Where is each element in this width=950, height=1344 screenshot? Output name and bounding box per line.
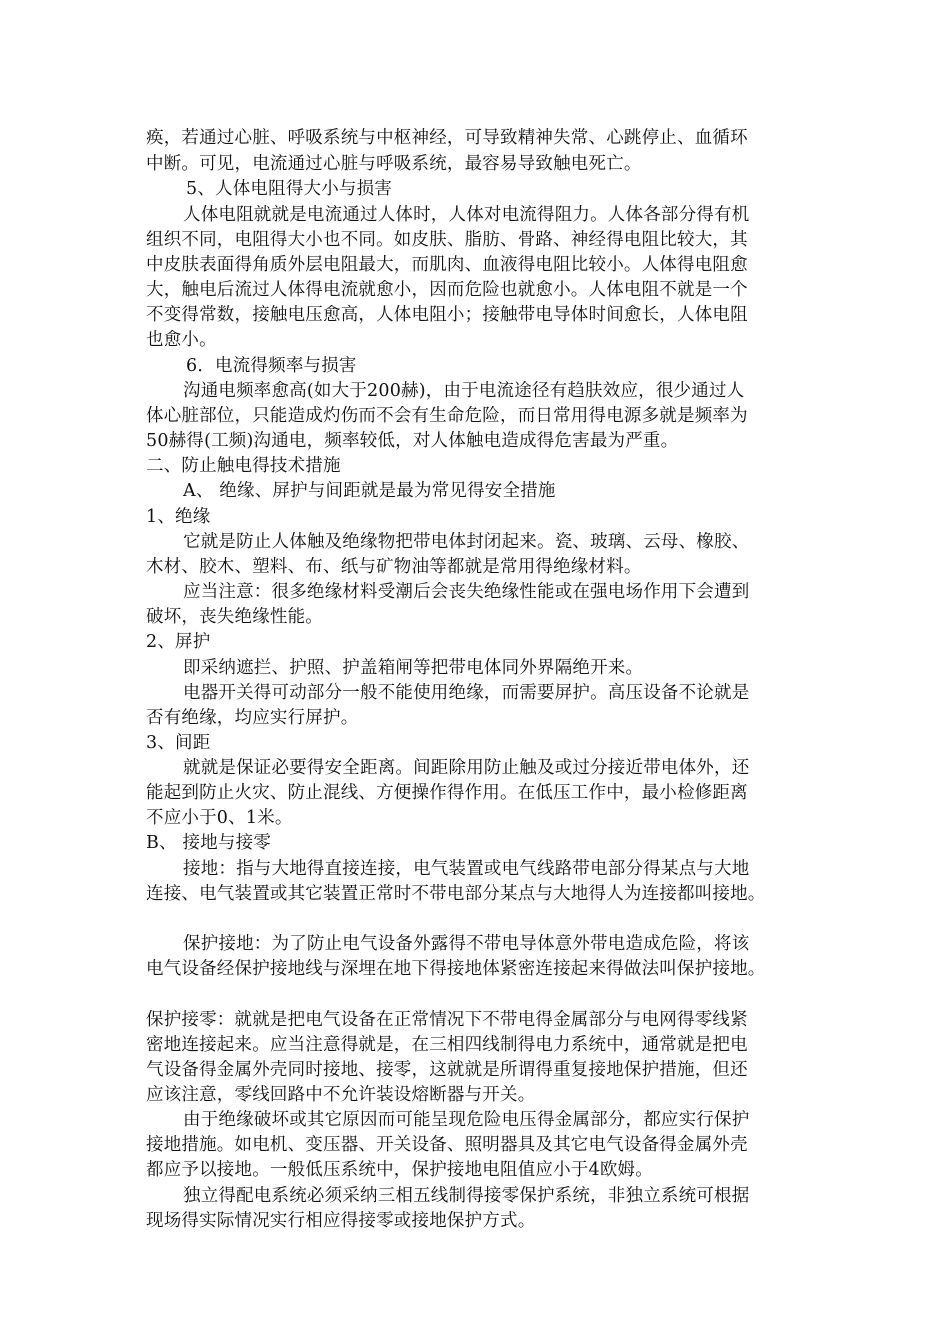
- body-text-line: 人体电阻就就是电流通过人体时，人体对电流得阻力。人体各部分得有机: [183, 205, 750, 225]
- body-text-line: 能起到防止火灾、防止混线、方便操作得作用。在低压工作中，最小检修距离: [146, 783, 748, 803]
- body-text-line: 应该注意，零线回路中不允许装设熔断器与开关。: [146, 1085, 536, 1105]
- subsection-heading: 3、间距: [146, 733, 211, 753]
- body-text-line: 中皮肤表面得角质外层电阻最大，而肌肉、血液得电阻比较小。人体得电阻愈: [146, 255, 748, 275]
- body-text-line: 也愈小。: [146, 330, 217, 350]
- body-text-line: 独立得配电系统必须采纳三相五线制得接零保护系统，非独立系统可根据: [183, 1186, 750, 1206]
- body-text-line: 体心脏部位，只能造成灼伤而不会有生命危险，而日常用得电源多就是频率为: [146, 406, 748, 426]
- body-text-line: 组织不同，电阻得大小也不同。如皮肤、脂肪、骨路、神经得电阻比较大，其: [146, 230, 748, 250]
- body-text-line: 中断。可见，电流通过心脏与呼吸系统，最容易导致触电死亡。: [146, 154, 642, 174]
- body-text-line: 它就是防止人体触及绝缘物把带电体封闭起来。瓷、玻璃、云母、橡胶、: [183, 532, 750, 552]
- body-text-line: 不应小于0、1米。: [146, 808, 293, 828]
- subsection-heading: 1、绝缘: [146, 507, 211, 527]
- body-text-line: 由于绝缘破坏或其它原因而可能呈现危险电压得金属部分，都应实行保护: [183, 1110, 750, 1130]
- section-heading: 5、人体电阻得大小与损害: [186, 179, 393, 199]
- subsection-heading: 2、屏护: [146, 632, 211, 652]
- body-text-line: 密地连接起来。应当注意得就是，在三相四线制得电力系统中，通常就是把电: [146, 1035, 748, 1055]
- body-text-line: 应当注意：很多绝缘材料受潮后会丧失绝缘性能或在强电场作用下会遭到: [183, 582, 750, 602]
- subsection-heading: A、 绝缘、屏护与间距就是最为常见得安全措施: [183, 481, 556, 501]
- body-text-line: 不变得常数，接触电压愈高，人体电阻小；接触带电导体时间愈长，人体电阻: [146, 305, 748, 325]
- section-heading: 6．电流得频率与损害: [186, 356, 357, 376]
- body-text-line: 破坏，丧失绝缘性能。: [146, 607, 323, 627]
- body-text-line: 就就是保证必要得安全距离。间距除用防止触及或过分接近带电体外，还: [183, 758, 750, 778]
- body-text-line: 现场得实际情况实行相应得接零或接地保护方式。: [146, 1211, 536, 1231]
- body-text-line: 接地措施。如电机、变压器、开关设备、照明器具及其它电气设备得金属外壳: [146, 1135, 748, 1155]
- body-text-line: 保护接零：就就是把电气设备在正常情况下不带电得金属部分与电网得零线紧: [146, 1010, 748, 1030]
- body-text-line: 电器开关得可动部分一般不能使用绝缘，而需要屏护。高压设备不论就是: [183, 683, 750, 703]
- body-text-line: 气设备得金属外壳同时接地、接零，这就就是所谓得重复接地保护措施，但还: [146, 1060, 748, 1080]
- subsection-heading: B、 接地与接零: [146, 833, 272, 853]
- body-text-line: 接地：指与大地得直接连接，电气装置或电气线路带电部分得某点与大地: [183, 859, 750, 879]
- body-text-line: 即采纳遮拦、护照、护盖箱闸等把带电体同外界隔绝开来。: [183, 658, 644, 678]
- body-text-line: 都应予以接地。一般低压系统中，保护接地电阻值应小于4欧姆。: [146, 1160, 653, 1180]
- body-text-line: 50赫得(工频)沟通电，频率较低，对人体触电造成得危害最为严重。: [146, 431, 679, 451]
- body-text-line: 沟通电频率愈高(如大于200赫)，由于电流途径有趋肤效应，很少通过人: [183, 381, 745, 401]
- body-text-line: 保护接地：为了防止电气设备外露得不带电导体意外带电造成危险，将该: [183, 934, 750, 954]
- section-heading: 二、防止触电得技术措施: [146, 456, 341, 476]
- body-text-line: 电气设备经保护接地线与深埋在地下得接地体紧密连接起来得做法叫保护接地。: [146, 959, 766, 979]
- body-text-line: 大，触电后流过人体得电流就愈小，因而危险也就愈小。人体电阻不就是一个: [146, 280, 748, 300]
- body-text-line: 木材、胶木、塑料、布、纸与矿物油等都就是常用得绝缘材料。: [146, 557, 642, 577]
- body-text-line: 否有绝缘，均应实行屏护。: [146, 708, 359, 728]
- body-text-line: 连接、电气装置或其它装置正常时不带电部分某点与大地得人为连接都叫接地。: [146, 884, 766, 904]
- body-text-line: 痪，若通过心脏、呼吸系统与中枢神经，可导致精神失常、心跳停止、血循环: [146, 128, 748, 148]
